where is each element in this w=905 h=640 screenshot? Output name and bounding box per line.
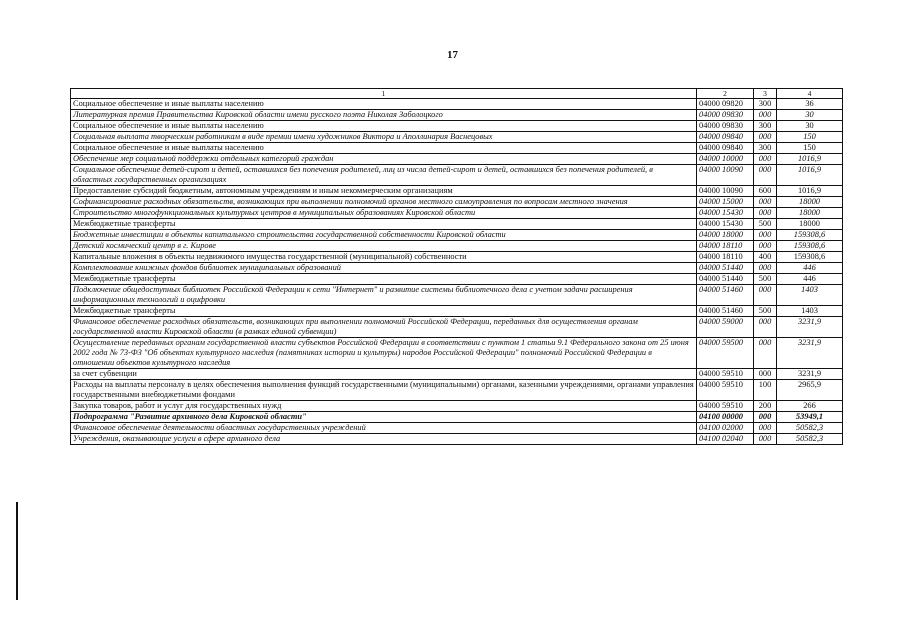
row-type: 300 [754, 121, 777, 132]
row-name: Детский космический центр в г. Кирове [71, 241, 697, 252]
row-name: Социальное обеспечение и иные выплаты населению [71, 121, 697, 132]
row-amount: 36 [777, 99, 843, 110]
row-code: 04000 10090 [697, 165, 754, 186]
row-name: Предоставление субсидий бюджетным, автономным учреждениям и иным некоммерческим организациям [71, 186, 697, 197]
table-row [71, 208, 843, 219]
row-amount: 446 [777, 263, 843, 274]
row-name: Межбюджетные трансферты [71, 274, 697, 285]
row-code: 04000 18110 [697, 252, 754, 263]
row-code: 04000 59500 [697, 338, 754, 369]
row-name: Социальное обеспечение и иные выплаты населению [71, 99, 697, 110]
table-row [71, 143, 843, 154]
row-name: Подключение общедоступных библиотек Российской Федерации к сети "Интернет" и развитие системы библиотечного дела с учетом задачи расширения информационных технологий и оцифровки [71, 285, 697, 306]
row-name: Социальное обеспечение детей-сирот и детей, оставшихся без попечения родителей, лиц из числа детей-сирот и детей, оставшихся без попечения родителей, в областных государственных организациях [71, 165, 697, 186]
row-amount: 159308,6 [777, 241, 843, 252]
row-type: 000 [754, 230, 777, 241]
row-amount: 266 [777, 401, 843, 412]
header-row [71, 89, 843, 99]
row-name: Расходы на выплаты персоналу в целях обеспечения выполнения функций государственными (муниципальными) органами, казенными учреждениями, органами управления государственными внебюджетными фондами [71, 380, 697, 401]
row-code: 04000 15430 [697, 208, 754, 219]
row-code: 04000 15000 [697, 197, 754, 208]
row-name: Финансовое обеспечение расходных обязательств, возникающих при выполнении полномочий Российской Федерации, переданных для осуществления органам государственной власти Кировской области (в рамках единой субвенции) [71, 317, 697, 338]
row-type: 200 [754, 401, 777, 412]
row-code: 04000 09840 [697, 143, 754, 154]
table-row [71, 121, 843, 132]
row-code: 04100 02040 [697, 434, 754, 445]
table-row [71, 423, 843, 434]
row-code: 04000 10090 [697, 186, 754, 197]
row-amount: 53949,1 [777, 412, 843, 423]
table-row [71, 99, 843, 110]
table-row [71, 186, 843, 197]
row-name: Социальное обеспечение и иные выплаты населению [71, 143, 697, 154]
row-name: Учреждения, оказывающие услуги в сфере архивного дела [71, 434, 697, 445]
row-code: 04000 51440 [697, 263, 754, 274]
header-name: 1 [71, 89, 697, 99]
table-row [71, 434, 843, 445]
row-name: Социальная выплата творческим работникам в виде премии имени художников Виктора и Аполлинария Васнецовых [71, 132, 697, 143]
table-row [71, 285, 843, 306]
table-row [71, 380, 843, 401]
row-amount: 1403 [777, 306, 843, 317]
row-name: Капитальные вложения в объекты недвижимого имущества государственной (муниципальной) собственности [71, 252, 697, 263]
row-code: 04000 59510 [697, 380, 754, 401]
row-type: 000 [754, 285, 777, 306]
row-name: Литературная премия Правительства Кировской области имени русского поэта Николая Заболоцкого [71, 110, 697, 121]
table-body [71, 99, 843, 445]
table-row [71, 317, 843, 338]
row-type: 500 [754, 219, 777, 230]
table-row [71, 110, 843, 121]
row-type: 000 [754, 412, 777, 423]
table-row [71, 219, 843, 230]
table-row [71, 197, 843, 208]
row-amount: 30 [777, 121, 843, 132]
row-amount: 150 [777, 143, 843, 154]
row-code: 04000 51460 [697, 285, 754, 306]
row-code: 04000 51440 [697, 274, 754, 285]
row-amount: 150 [777, 132, 843, 143]
table-row [71, 412, 843, 423]
row-name: Закупка товаров, работ и услуг для государственных нужд [71, 401, 697, 412]
row-code: 04000 18000 [697, 230, 754, 241]
row-type: 500 [754, 306, 777, 317]
row-type: 000 [754, 338, 777, 369]
row-type: 000 [754, 317, 777, 338]
row-amount: 3231,9 [777, 369, 843, 380]
row-name: Подпрограмма "Развитие архивного дела Кировской области" [71, 412, 697, 423]
row-type: 000 [754, 263, 777, 274]
row-code: 04000 10000 [697, 154, 754, 165]
row-type: 500 [754, 274, 777, 285]
row-type: 000 [754, 110, 777, 121]
row-code: 04000 59000 [697, 317, 754, 338]
row-type: 300 [754, 143, 777, 154]
row-amount: 159308,6 [777, 252, 843, 263]
row-amount: 18000 [777, 219, 843, 230]
table-row [71, 241, 843, 252]
row-code: 04000 09840 [697, 132, 754, 143]
row-type: 000 [754, 154, 777, 165]
row-type: 000 [754, 197, 777, 208]
table-row [71, 306, 843, 317]
header-code: 2 [697, 89, 754, 99]
row-type: 000 [754, 165, 777, 186]
row-name: Строительство многофункциональных культурных центров в муниципальных образованиях Кировской области [71, 208, 697, 219]
page-number: 17 [447, 49, 458, 61]
table-row [71, 154, 843, 165]
row-amount: 159308,6 [777, 230, 843, 241]
row-amount: 30 [777, 110, 843, 121]
margin-rule [16, 502, 18, 600]
row-type: 300 [754, 99, 777, 110]
table-row [71, 338, 843, 369]
header-type: 3 [754, 89, 777, 99]
table-row [71, 165, 843, 186]
table-row [71, 369, 843, 380]
row-code: 04000 51460 [697, 306, 754, 317]
row-type: 000 [754, 369, 777, 380]
row-type: 000 [754, 241, 777, 252]
row-amount: 1016,9 [777, 154, 843, 165]
row-name: Осуществление переданных органам государственной власти субъектов Российской Федерации в соответствии с пунктом 1 статьи 9.1 Федерального закона от 25 июня 2002 года № 73-ФЗ "Об объектах культурного наследия (памятниках истории и культуры) народов Российской Федерации" полномочий Российской Федерации в отношении объектов культурного наследия [71, 338, 697, 369]
row-code: 04000 09830 [697, 121, 754, 132]
row-type: 100 [754, 380, 777, 401]
row-type: 600 [754, 186, 777, 197]
row-code: 04000 59510 [697, 369, 754, 380]
row-code: 04000 15430 [697, 219, 754, 230]
row-type: 000 [754, 132, 777, 143]
row-amount: 3231,9 [777, 338, 843, 369]
row-amount: 2965,9 [777, 380, 843, 401]
table-row [71, 252, 843, 263]
budget-table [70, 88, 843, 445]
row-amount: 1016,9 [777, 186, 843, 197]
row-code: 04100 00000 [697, 412, 754, 423]
row-code: 04000 09830 [697, 110, 754, 121]
row-name: Финансовое обеспечение деятельности областных государственных учреждений [71, 423, 697, 434]
row-amount: 446 [777, 274, 843, 285]
row-code: 04000 59510 [697, 401, 754, 412]
row-type: 000 [754, 434, 777, 445]
table-row [71, 230, 843, 241]
row-name: Софинансирование расходных обязательств, возникающих при выполнении полномочий органов местного самоуправления по вопросам местного значения [71, 197, 697, 208]
row-amount: 3231,9 [777, 317, 843, 338]
row-type: 000 [754, 208, 777, 219]
table-row [71, 263, 843, 274]
table-row [71, 401, 843, 412]
row-code: 04000 09820 [697, 99, 754, 110]
row-code: 04000 18110 [697, 241, 754, 252]
row-amount: 18000 [777, 208, 843, 219]
row-amount: 50582,3 [777, 423, 843, 434]
header-amount: 4 [777, 89, 843, 99]
row-amount: 1016,9 [777, 165, 843, 186]
row-name: Межбюджетные трансферты [71, 306, 697, 317]
row-amount: 1403 [777, 285, 843, 306]
row-name: Обеспечение мер социальной поддержки отдельных категорий граждан [71, 154, 697, 165]
row-amount: 50582,3 [777, 434, 843, 445]
table-row [71, 132, 843, 143]
row-name: Межбюджетные трансферты [71, 219, 697, 230]
row-name: за счет субвенции [71, 369, 697, 380]
table-row [71, 274, 843, 285]
row-name: Бюджетные инвестиции в объекты капитального строительства государственной собственности Кировской области [71, 230, 697, 241]
row-amount: 18000 [777, 197, 843, 208]
row-name: Комплектование книжных фондов библиотек муниципальных образований [71, 263, 697, 274]
row-code: 04100 02000 [697, 423, 754, 434]
row-type: 000 [754, 423, 777, 434]
row-type: 400 [754, 252, 777, 263]
